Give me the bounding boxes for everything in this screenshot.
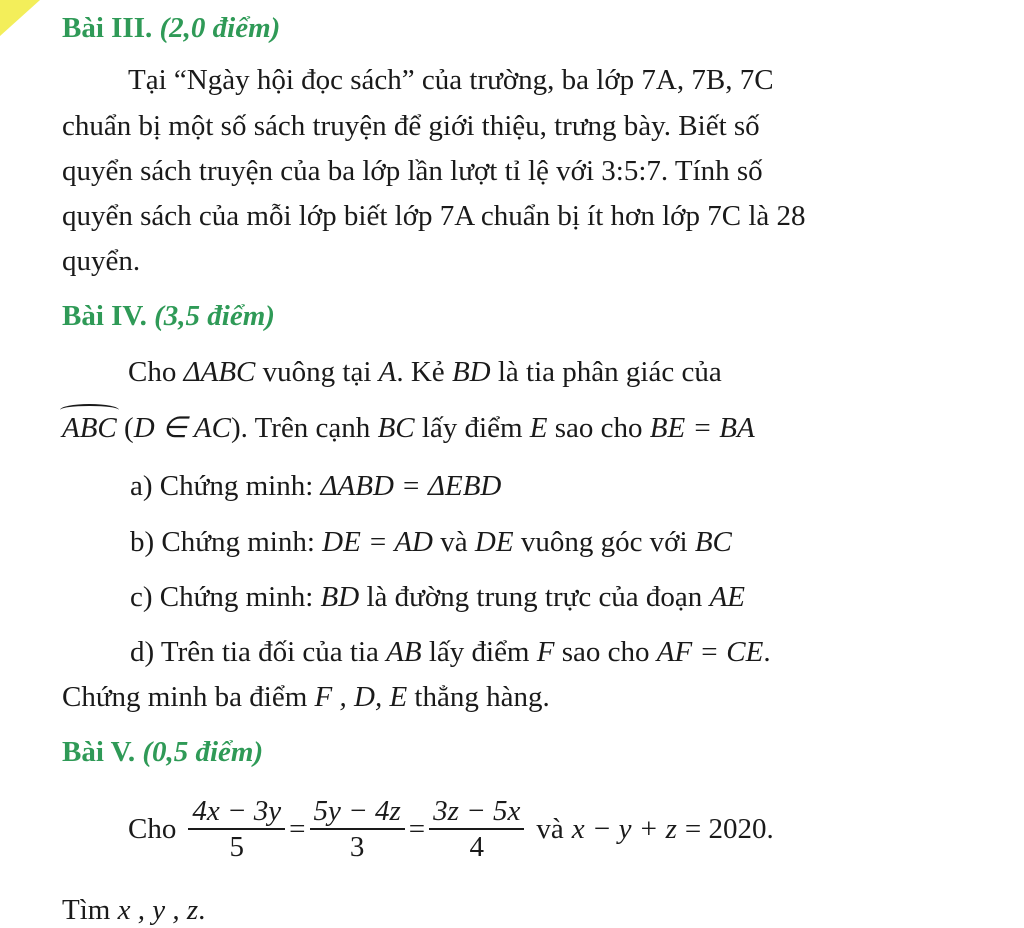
fraction-1: $\frac{4x - 3y}{5}$ [188, 794, 285, 864]
bai5-points: (0,5 điểm) [142, 736, 264, 768]
sum-condition: x − y + z [571, 812, 677, 845]
fraction-3: $\frac{3z - 5x}{4}$ [429, 794, 524, 864]
bai4-heading: Bài IV. (3,5 điểm) [62, 300, 275, 332]
bai4-item-b: b) Chứng minh: DE = AD và DE vuông góc với BC [130, 526, 732, 558]
bai5-equation: Cho $\frac{4x - 3y}{5}$ = $\frac{5y - 4z}{3}$ = $\frac{3z - 5x}{4}$ và x − y + z = 2020. [128, 795, 774, 863]
bai3-line-1: Tại “Ngày hội đọc sách” của trường, ba lớp 7A, 7B, 7C [128, 64, 774, 96]
bai3-points: (2,0 điểm) [159, 12, 281, 44]
bai4-item-c: c) Chứng minh: BD là đường trung trực của đoạn AE [130, 581, 745, 613]
bai4-item-d-line-2: Chứng minh ba điểm F , D, E thẳng hàng. [62, 681, 550, 713]
bai4-item-a: a) Chứng minh: ΔABD = ΔEBD [130, 470, 502, 502]
bai3-heading: Bài III. (2,0 điểm) [62, 12, 281, 44]
bai4-points: (3,5 điểm) [154, 300, 275, 332]
bai3-line-4: quyển sách của mỗi lớp biết lớp 7A chuẩn bị ít hơn lớp 7C là 28 [62, 200, 806, 232]
bai4-line-1: Cho ΔABC vuông tại A. Kẻ BD là tia phân giác của [128, 356, 722, 388]
bai4-line-2: ABC (D ∈ AC). Trên cạnh BC lấy điểm E sao cho BE = BA [62, 412, 755, 444]
triangle-abc: ΔABC [183, 356, 256, 388]
bai3-line-2: chuẩn bị một số sách truyện để giới thiệu, trưng bày. Biết số [62, 110, 760, 142]
fraction-2: $\frac{5y - 4z}{3}$ [310, 794, 405, 864]
bai3-line-3: quyển sách truyện của ba lớp lần lượt tỉ lệ với 3:5:7. Tính số [62, 155, 763, 187]
bai5-heading: Bài V. (0,5 điểm) [62, 736, 264, 768]
bai5-find: Tìm x , y , z. [62, 894, 206, 926]
angle-abc: ABC [62, 412, 117, 444]
bai3-line-5: quyển. [62, 245, 141, 277]
bai4-item-d: d) Trên tia đối của tia AB lấy điểm F sao cho AF = CE. [130, 636, 771, 668]
